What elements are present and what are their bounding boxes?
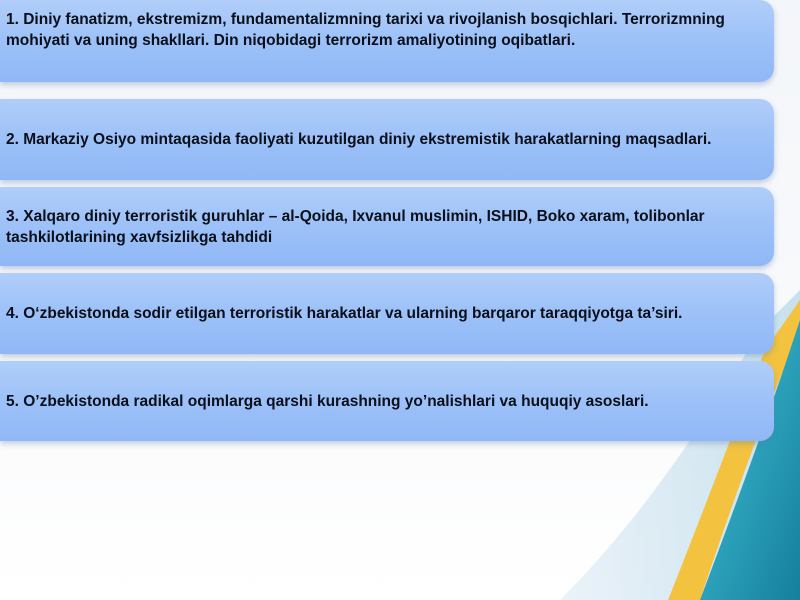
topic-text-3: 3. Xalqaro diniy terroristik guruhlar – al-Qoida, Ixvanul muslimin, ISHID, Boko xaram, tolibonlar tashkilotlarining xavfsizlikga tahdidi (6, 207, 705, 246)
topic-card-1 (0, 0, 774, 82)
topic-card-4 (0, 273, 774, 354)
topic-card-5 (0, 361, 774, 441)
topic-text-5: 5. O’zbekistonda radikal oqimlarga qarshi kurashning yo’nalishlari va huquqiy asoslari. (6, 392, 649, 410)
topic-text-1: 1. Diniy fanatizm, ekstremizm, fundamentalizmning tarixi va rivojlanish bosqichlari. Terrorizmning mohiyati va uning shakllari. Din niqobidagi terrorizm amaliyotining oqibatlari. (6, 11, 725, 49)
topic-card-3 (0, 187, 774, 266)
topic-text-4: 4. O‘zbekistonda sodir etilgan terroristik harakatlar va ularning barqaror taraqqiyotga ta’siri. (6, 305, 683, 322)
topic-text-2: 2. Markaziy Osiyo mintaqasida faoliyati kuzutilgan diniy ekstremistik harakatlarning maqsadlari. (6, 131, 712, 148)
topic-card-2 (0, 99, 774, 180)
